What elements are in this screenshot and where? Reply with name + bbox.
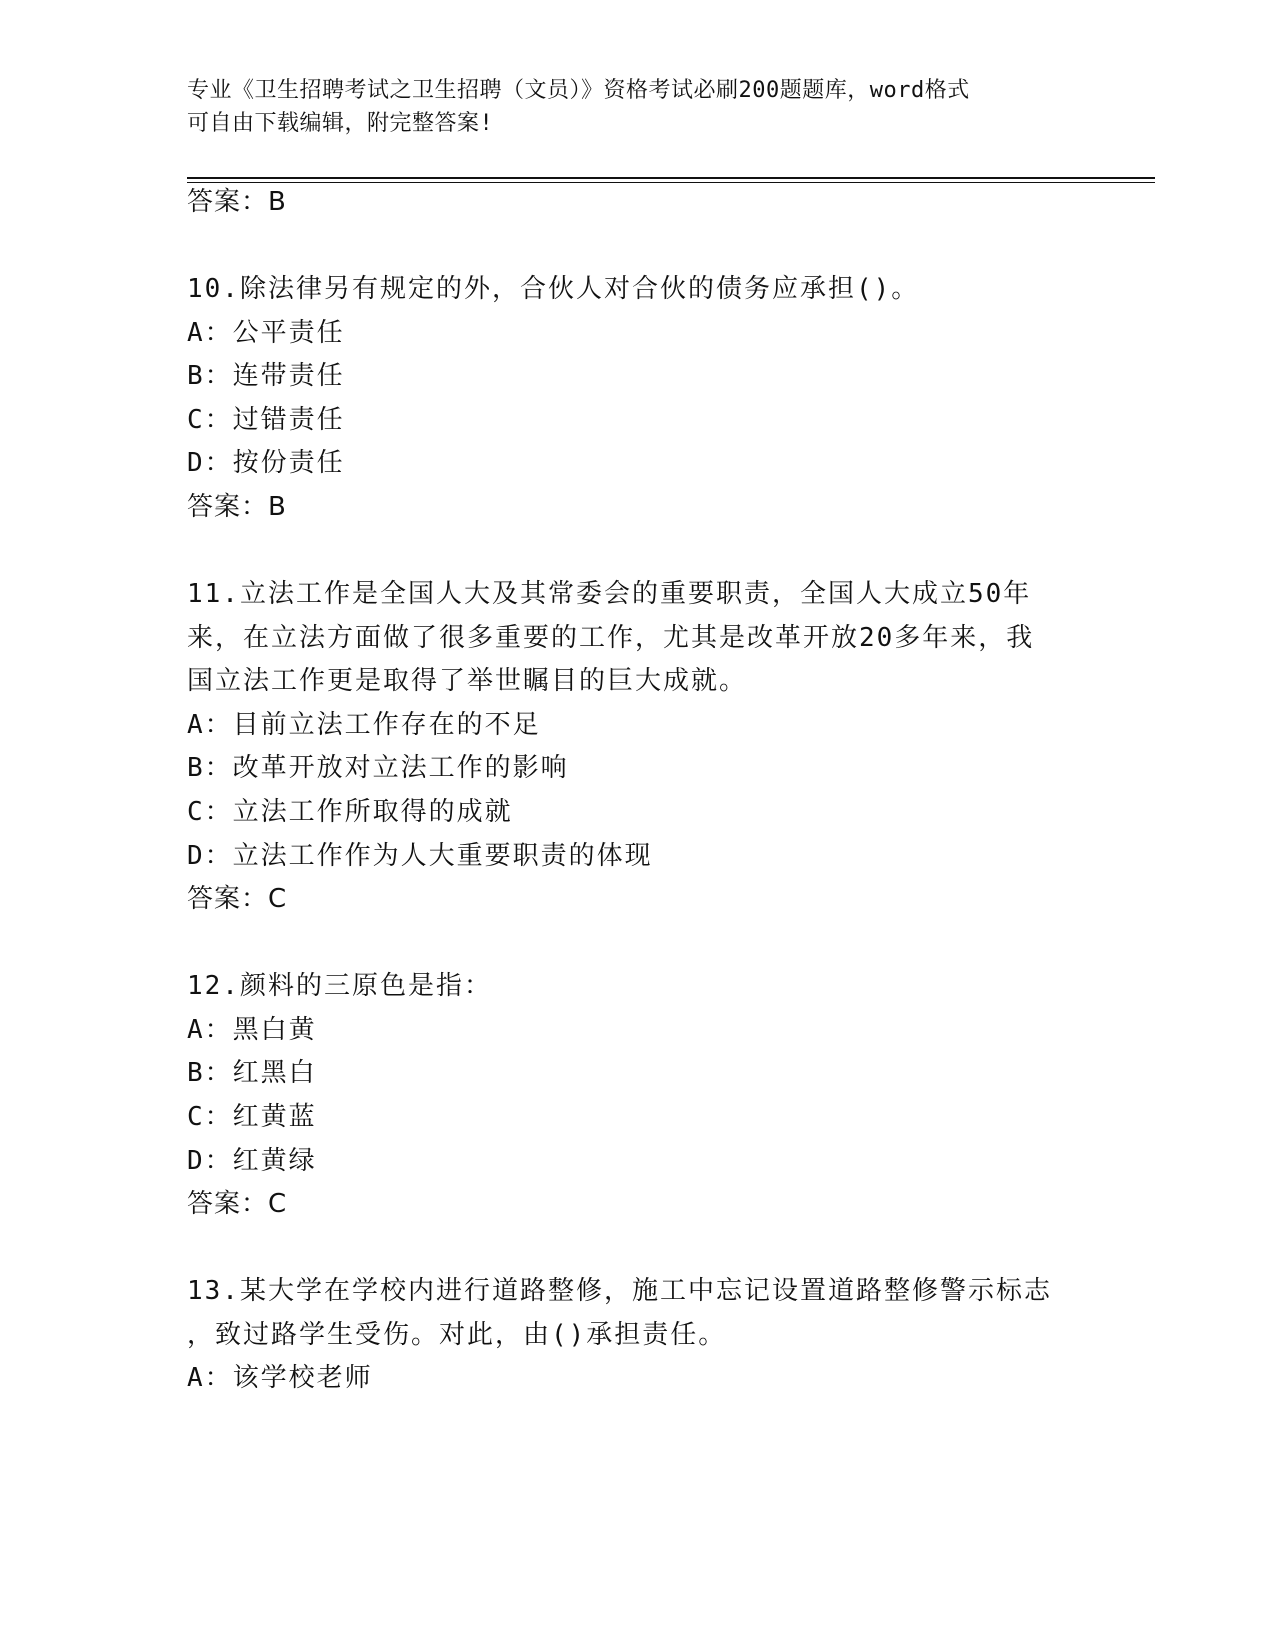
question-12-option-d: D：红黄绿 <box>187 1146 317 1176</box>
header-divider-thin <box>187 182 1155 183</box>
question-13-stem-line-2: ，致过路学生受伤。对此，由()承担责任。 <box>187 1320 727 1350</box>
header-line-2: 可自由下载编辑，附完整答案! <box>187 111 494 136</box>
question-11-stem-line-2: 来，在立法方面做了很多重要的工作，尤其是改革开放20多年来，我 <box>187 623 1035 653</box>
question-11-stem-line-3: 国立法工作更是取得了举世瞩目的巨大成就。 <box>187 666 748 696</box>
question-13-stem-line-1: 13.某大学在学校内进行道路整修，施工中忘记设置道路整修警示标志 <box>187 1276 1052 1306</box>
question-13-option-a: A：该学校老师 <box>187 1363 373 1393</box>
question-11-option-a: A：目前立法工作存在的不足 <box>187 710 541 740</box>
question-12-option-a: A：黑白黄 <box>187 1015 317 1045</box>
question-11-option-b: B：改革开放对立法工作的影响 <box>187 753 569 783</box>
question-10-answer: 答案：B <box>187 492 287 522</box>
question-11-answer: 答案：C <box>187 884 288 914</box>
question-12-option-b: B：红黑白 <box>187 1058 317 1088</box>
header-divider-thick <box>187 177 1155 179</box>
question-10-option-c: C：过错责任 <box>187 405 345 435</box>
question-10-option-a: A：公平责任 <box>187 318 345 348</box>
question-11-option-d: D：立法工作作为人大重要职责的体现 <box>187 841 653 871</box>
question-12-option-c: C：红黄蓝 <box>187 1102 317 1132</box>
header-line-1: 专业《卫生招聘考试之卫生招聘（文员）》资格考试必刷200题题库，word格式 <box>187 78 970 103</box>
question-10-option-d: D：按份责任 <box>187 448 345 478</box>
document-header <box>187 74 1067 140</box>
question-11-stem-line-1: 11.立法工作是全国人大及其常委会的重要职责，全国人大成立50年 <box>187 579 1032 609</box>
question-12-stem: 12.颜料的三原色是指： <box>187 971 492 1001</box>
question-12-answer: 答案：C <box>187 1189 288 1219</box>
answer-previous: 答案：B <box>187 187 287 217</box>
question-10-stem: 10.除法律另有规定的外，合伙人对合伙的债务应承担()。 <box>187 274 920 304</box>
question-11-option-c: C：立法工作所取得的成就 <box>187 797 513 827</box>
question-10-option-b: B：连带责任 <box>187 361 345 391</box>
